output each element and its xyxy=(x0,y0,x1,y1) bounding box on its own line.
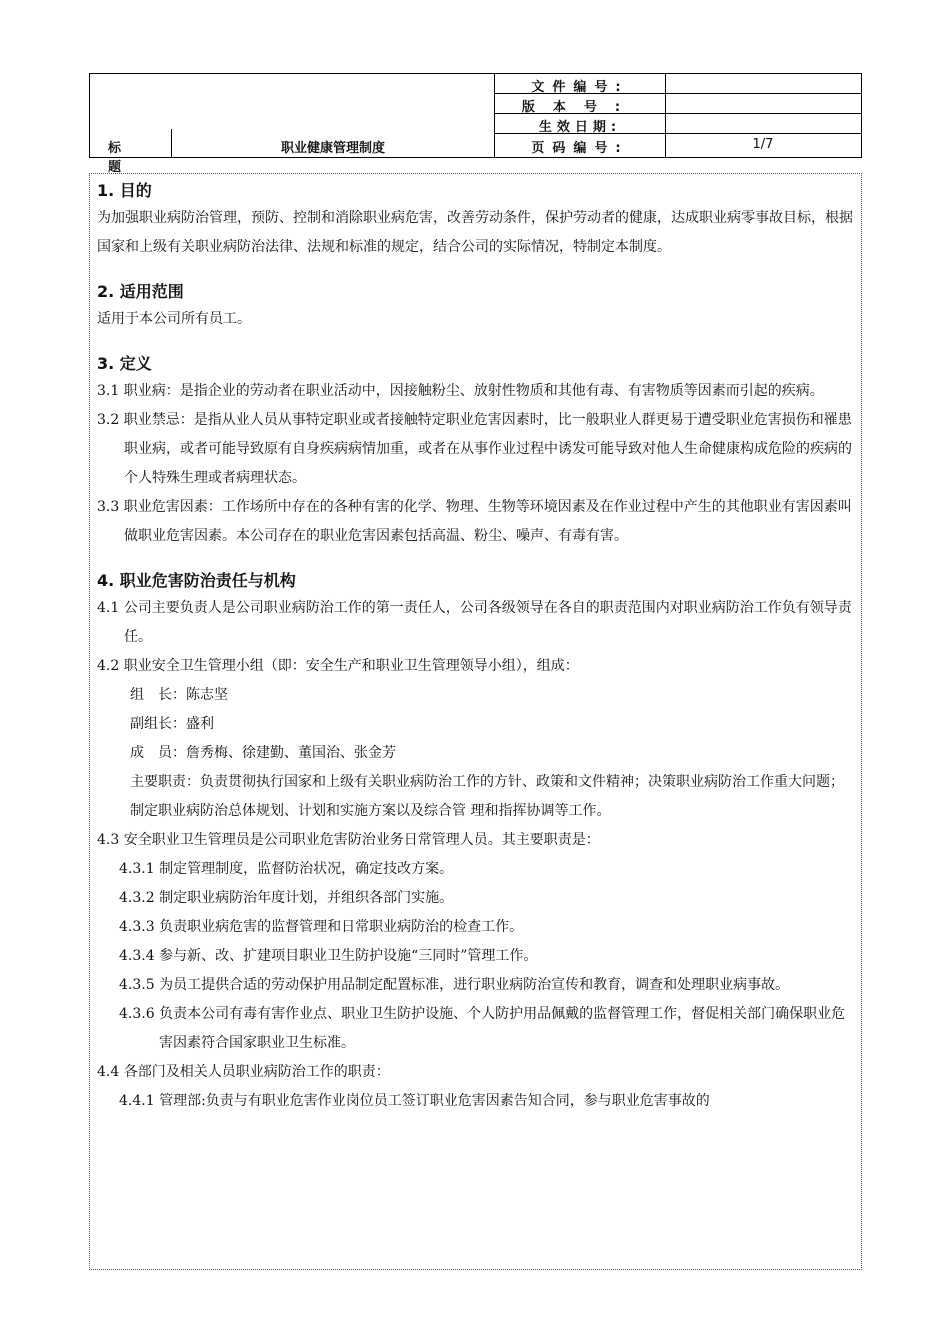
section-heading-purpose: 1. 目的 xyxy=(97,181,152,200)
version-label: 版本号: xyxy=(521,100,639,115)
doc-number-label: 文件编号: xyxy=(531,80,629,95)
section-heading-responsibility: 4. 职业危害防治责任与机构 xyxy=(97,571,296,590)
page-number-value: 1/7 xyxy=(752,137,774,152)
group-members: 成 员：詹秀梅、徐建勤、董国治、张金芳 xyxy=(130,745,396,761)
document-header-table xyxy=(89,73,862,175)
sub-item: 4.3.1 制定管理制度，监督防治状况，确定技改方案。 xyxy=(119,861,454,877)
group-duties: 主要职责：负责贯彻执行国家和上级有关职业病防治工作的方针、政策和文件精神；决策职业病防治工作重大问题；制定职业病防治总体规划、计划和实施方案以及综合管 理和指挥协调等工作。 xyxy=(130,774,844,819)
sub-item: 4.3.3 负责职业病危害的监督管理和日常职业病防治的检查工作。 xyxy=(119,919,524,935)
sub-item: 4.3.2 制定职业病防治年度计划，并组织各部门实施。 xyxy=(119,890,454,906)
document-body xyxy=(97,178,853,1116)
definition-item: 3.1 职业病：是指企业的劳动者在职业活动中，因接触粉尘、放射性物质和其他有毒、有害物质等因素而引起的疾病。 xyxy=(97,383,824,399)
page-number-label: 页码编号: xyxy=(531,141,629,156)
definition-item: 3.2 职业禁忌：是指从业人员从事特定职业或者接触特定职业危害因素时，比一般职业人群更易于遭受职业危害损伤和罹患职业病，或者可能导致原有自身疾病病情加重，或者在从事作业过程中诱发可能导致对他人生命健康构成危险的疾病的个人特殊生理或者病理状态。 xyxy=(97,412,852,486)
title-label: 标题 xyxy=(108,141,134,175)
sub-item: 4.3.5 为员工提供合适的劳动保护用品制定配置标准，进行职业病防治宣传和教育，调查和处理职业病事故。 xyxy=(119,977,790,993)
section-heading-scope: 2. 适用范围 xyxy=(97,282,184,301)
responsibility-item: 4.2 职业安全卫生管理小组（即：安全生产和职业卫生管理领导小组），组成： xyxy=(97,658,579,674)
section-heading-definitions: 3. 定义 xyxy=(97,354,152,373)
group-leader: 组 长：陈志坚 xyxy=(130,687,228,703)
scope-paragraph: 适用于本公司所有员工。 xyxy=(97,311,251,327)
group-deputy: 副组长：盛利 xyxy=(130,716,214,732)
responsibility-item: 4.1 公司主要负责人是公司职业病防治工作的第一责任人，公司各级领导在各自的职责范围内对职业病防治工作负有领导责任。 xyxy=(97,600,852,645)
effective-date-label: 生效日期: xyxy=(538,120,622,135)
sub-item: 4.3.4 参与新、改、扩建项目职业卫生防护设施“三同时”管理工作。 xyxy=(119,948,538,964)
purpose-paragraph: 为加强职业病防治管理，预防、控制和消除职业病危害，改善劳动条件，保护劳动者的健康，达成职业病零事故目标，根据国家和上级有关职业病防治法律、法规和标准的规定，结合公司的实际情况，特制定本制度。 xyxy=(97,210,853,255)
responsibility-item: 4.3 安全职业卫生管理员是公司职业危害防治业务日常管理人员。其主要职责是： xyxy=(97,832,600,848)
sub-item: 4.4.1 管理部:负责与有职业危害作业岗位员工签订职业危害因素告知合同，参与职业危害事故的 xyxy=(119,1093,710,1109)
definition-item: 3.3 职业危害因素：工作场所中存在的各种有害的化学、物理、生物等环境因素及在作业过程中产生的其他职业有害因素叫做职业危害因素。本公司存在的职业危害因素包括高温、粉尘、噪声、有毒有害。 xyxy=(97,499,852,544)
document-title: 职业健康管理制度 xyxy=(280,141,385,156)
sub-item: 4.3.6 负责本公司有毒有害作业点、职业卫生防护设施、个人防护用品佩戴的监督管理工作，督促相关部门确保职业危害因素符合国家职业卫生标准。 xyxy=(119,1006,846,1051)
responsibility-item: 4.4 各部门及相关人员职业病防治工作的职责： xyxy=(97,1064,390,1080)
